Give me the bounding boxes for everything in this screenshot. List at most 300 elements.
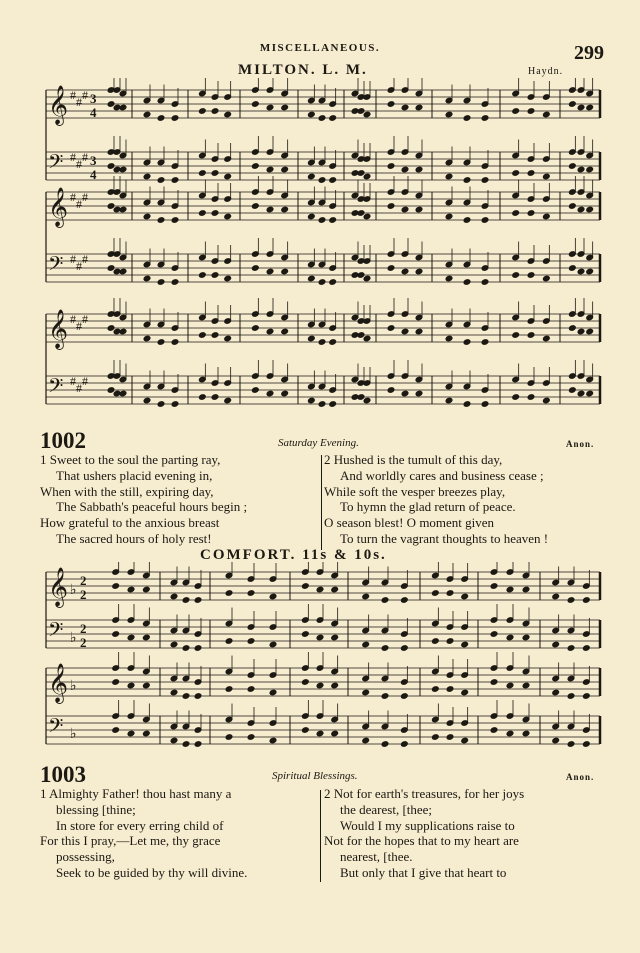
note-head (512, 170, 520, 177)
hymn-line: To turn the vagrant thoughts to heaven ! (340, 530, 549, 546)
note-head (308, 213, 316, 220)
note-head (583, 693, 591, 700)
note-head (143, 111, 151, 118)
sharp-sign: # (70, 252, 76, 266)
note-head (401, 390, 409, 397)
note-head (194, 693, 202, 700)
note-head (569, 387, 577, 394)
note-head (281, 166, 289, 173)
note-head (143, 213, 151, 220)
note-head (331, 730, 339, 737)
note-head (543, 335, 551, 342)
note-head (481, 217, 489, 224)
note-head (381, 693, 389, 700)
note-head (481, 115, 489, 122)
note-head (329, 115, 337, 122)
hymn-line: 1 Almighty Father! thou hast many a (40, 786, 232, 801)
sharp-sign: # (70, 88, 76, 102)
note-head (446, 686, 454, 693)
time-signature: 2 (80, 621, 87, 636)
note-head (463, 217, 471, 224)
note-head (182, 645, 190, 652)
hymn-line: Seek to be guided by thy will divine. (56, 864, 248, 880)
note-head (577, 166, 585, 173)
note-head (577, 390, 585, 397)
hymn-line: Would I my supplications raise to (340, 817, 515, 833)
bass-clef: 𝄢 (48, 374, 64, 402)
note-head (107, 203, 115, 210)
note-head (401, 206, 409, 213)
note-head (199, 332, 207, 339)
sharp-sign: # (82, 88, 88, 102)
note-head (481, 401, 489, 408)
note-head (357, 108, 365, 115)
note-head (445, 275, 453, 282)
note-head (281, 328, 289, 335)
note-head (512, 272, 520, 279)
sharp-sign: # (82, 252, 88, 266)
note-head (569, 325, 577, 332)
note-head (308, 397, 316, 404)
note-head (432, 734, 440, 741)
note-head (143, 730, 151, 737)
hymn-subtitle-1003: Spiritual Blessings. (272, 770, 358, 782)
tune-title-milton: MILTON. L. M. (238, 62, 368, 78)
note-head (119, 390, 127, 397)
note-head (527, 210, 535, 217)
note-head (269, 737, 277, 744)
hymn-1002-stanza-2 (324, 452, 614, 547)
note-head (512, 332, 520, 339)
note-head (281, 268, 289, 275)
sharp-sign: # (76, 259, 82, 273)
note-head (269, 593, 277, 600)
note-head (252, 265, 260, 272)
note-head (363, 213, 371, 220)
note-head (266, 268, 274, 275)
note-head (318, 401, 326, 408)
note-head (281, 104, 289, 111)
flat-sign: ♭ (70, 631, 77, 646)
staff (46, 700, 600, 747)
note-head (107, 325, 115, 332)
hymn-line: When with the still, expiring day, (40, 483, 214, 499)
hymn-line: the dearest, [thee; (340, 801, 433, 817)
hymn-line: possessing, (56, 849, 115, 865)
tune-composer-milton: Haydn. (528, 66, 564, 77)
note-head (461, 641, 469, 648)
hymn-subtitle-1002: Saturday Evening. (278, 437, 359, 449)
note-head (357, 332, 365, 339)
bass-clef: 𝄢 (48, 714, 64, 742)
note-head (157, 339, 165, 346)
staff (46, 136, 600, 183)
note-head (463, 177, 471, 184)
note-head (401, 741, 409, 748)
note-head (170, 641, 178, 648)
note-head (316, 730, 324, 737)
note-head (567, 693, 575, 700)
note-head (143, 586, 151, 593)
note-head (119, 268, 127, 275)
note-head (577, 206, 585, 213)
note-head (119, 104, 127, 111)
sharp-sign: # (70, 374, 76, 388)
note-head (199, 272, 207, 279)
treble-clef: 𝄞 (48, 187, 69, 227)
hymn-line: O season blest! O moment given (324, 515, 495, 531)
note-head (583, 645, 591, 652)
note-head (266, 390, 274, 397)
note-head (583, 597, 591, 604)
note-head (512, 210, 520, 217)
hymn-line: Not for the hopes that to my heart are (324, 833, 519, 849)
note-head (302, 727, 310, 734)
note-head (107, 163, 115, 170)
note-head (302, 631, 310, 638)
note-head (302, 583, 310, 590)
bass-clef: 𝄢 (48, 618, 64, 646)
hymn-1003-stanza-2 (324, 786, 614, 881)
staff (46, 238, 600, 285)
note-head (211, 272, 219, 279)
sharp-sign: # (76, 95, 82, 109)
note-head (357, 394, 365, 401)
note-head (112, 583, 120, 590)
note-head (316, 682, 324, 689)
page-number: 299 (574, 42, 604, 64)
note-head (157, 279, 165, 286)
sharp-sign: # (76, 381, 82, 395)
note-head (446, 734, 454, 741)
note-head (112, 679, 120, 686)
bass-clef: 𝄢 (48, 150, 64, 178)
running-title: MISCELLANEOUS. (259, 42, 381, 54)
note-head (252, 101, 260, 108)
note-head (387, 387, 395, 394)
note-head (586, 104, 594, 111)
note-head (157, 401, 165, 408)
note-head (225, 686, 233, 693)
note-head (387, 325, 395, 332)
note-head (569, 101, 577, 108)
note-head (387, 101, 395, 108)
hymn-line: 2 Hushed is the tumult of this day, (324, 452, 503, 467)
note-head (247, 734, 255, 741)
note-head (269, 689, 277, 696)
note-head (316, 634, 324, 641)
note-head (522, 586, 530, 593)
note-head (331, 586, 339, 593)
note-head (211, 108, 219, 115)
staff (46, 78, 600, 126)
note-head (401, 597, 409, 604)
sharp-sign: # (82, 374, 88, 388)
note-head (445, 335, 453, 342)
note-head (318, 177, 326, 184)
sharp-sign: # (82, 190, 88, 204)
music-score-comfort (0, 562, 640, 762)
note-head (182, 741, 190, 748)
note-head (224, 335, 232, 342)
note-head (329, 217, 337, 224)
note-head (143, 397, 151, 404)
note-head (463, 279, 471, 286)
note-head (171, 217, 179, 224)
flat-sign: ♭ (70, 727, 77, 742)
note-head (577, 328, 585, 335)
note-head (387, 265, 395, 272)
hymn-author-1003: Anon. (566, 772, 595, 782)
note-head (143, 335, 151, 342)
hymn-line: That ushers placid evening in, (56, 467, 213, 483)
note-head (415, 268, 423, 275)
tune-title-comfort: COMFORT. 11s & 10s. (200, 547, 387, 563)
note-head (362, 641, 370, 648)
hymn-line: And worldly cares and business cease ; (340, 467, 544, 483)
note-head (318, 217, 326, 224)
note-head (171, 339, 179, 346)
note-head (329, 279, 337, 286)
time-signature: 2 (80, 573, 87, 588)
note-head (512, 108, 520, 115)
treble-clef: 𝄞 (48, 567, 69, 607)
note-head (543, 173, 551, 180)
note-head (362, 593, 370, 600)
note-head (157, 115, 165, 122)
note-head (381, 645, 389, 652)
note-head (586, 206, 594, 213)
note-head (247, 638, 255, 645)
note-head (543, 397, 551, 404)
note-head (199, 108, 207, 115)
hymn-number-1002: 1002 (40, 428, 86, 453)
note-head (252, 203, 260, 210)
note-head (362, 737, 370, 744)
note-head (318, 279, 326, 286)
note-head (522, 730, 530, 737)
note-head (329, 401, 337, 408)
note-head (363, 335, 371, 342)
note-head (211, 210, 219, 217)
note-head (552, 641, 560, 648)
note-head (362, 689, 370, 696)
note-head (281, 206, 289, 213)
hymn-line: For this I pray,—Let me, thy grace (40, 833, 221, 849)
treble-clef: 𝄞 (48, 663, 69, 703)
note-head (387, 163, 395, 170)
note-head (171, 401, 179, 408)
note-head (143, 634, 151, 641)
note-head (543, 213, 551, 220)
note-head (586, 328, 594, 335)
note-head (224, 275, 232, 282)
note-head (527, 394, 535, 401)
note-head (432, 590, 440, 597)
note-head (522, 682, 530, 689)
note-head (182, 597, 190, 604)
time-signature: 4 (90, 105, 97, 120)
note-head (586, 268, 594, 275)
time-signature: 2 (80, 635, 87, 650)
sharp-sign: # (70, 312, 76, 326)
note-head (381, 741, 389, 748)
note-head (199, 170, 207, 177)
note-head (171, 115, 179, 122)
hymn-line: But only that I give that heart to (340, 864, 507, 880)
note-head (357, 272, 365, 279)
note-head (127, 634, 135, 641)
staff (46, 562, 600, 608)
hymn-line: To hymn the glad return of peace. (340, 499, 516, 515)
note-head (182, 693, 190, 700)
note-head (490, 583, 498, 590)
note-head (445, 111, 453, 118)
note-head (225, 734, 233, 741)
note-head (527, 332, 535, 339)
note-head (401, 268, 409, 275)
note-head (463, 401, 471, 408)
note-head (490, 727, 498, 734)
note-head (127, 730, 135, 737)
note-head (119, 328, 127, 335)
note-head (527, 108, 535, 115)
note-head (481, 339, 489, 346)
note-head (569, 265, 577, 272)
hymn-line: How grateful to the anxious breast (40, 515, 220, 531)
note-head (432, 686, 440, 693)
hymn-number-1003: 1003 (40, 762, 86, 787)
note-head (363, 275, 371, 282)
note-head (107, 387, 115, 394)
note-head (119, 166, 127, 173)
note-head (387, 203, 395, 210)
note-head (569, 203, 577, 210)
note-head (199, 394, 207, 401)
note-head (401, 328, 409, 335)
note-head (415, 104, 423, 111)
sharp-sign: # (76, 157, 82, 171)
note-head (252, 163, 260, 170)
note-head (329, 339, 337, 346)
note-head (577, 104, 585, 111)
note-head (463, 115, 471, 122)
note-head (224, 173, 232, 180)
time-signature: 2 (80, 587, 87, 602)
column-divider (320, 790, 321, 882)
note-head (308, 111, 316, 118)
note-head (224, 111, 232, 118)
staff (46, 176, 600, 228)
note-head (224, 397, 232, 404)
note-head (506, 682, 514, 689)
note-head (363, 111, 371, 118)
note-head (463, 339, 471, 346)
note-head (381, 597, 389, 604)
note-head (415, 328, 423, 335)
note-head (308, 173, 316, 180)
hymn-line: While soft the vesper breezes play, (324, 483, 506, 499)
note-head (252, 387, 260, 394)
note-head (318, 339, 326, 346)
note-head (543, 275, 551, 282)
note-head (446, 638, 454, 645)
note-head (357, 210, 365, 217)
note-head (445, 213, 453, 220)
note-head (577, 268, 585, 275)
note-head (247, 590, 255, 597)
hymn-line: In store for every erring child of (56, 817, 224, 833)
note-head (527, 170, 535, 177)
note-head (567, 645, 575, 652)
note-head (527, 272, 535, 279)
note-head (281, 390, 289, 397)
note-head (481, 177, 489, 184)
note-head (211, 394, 219, 401)
note-head (329, 177, 337, 184)
time-signature: 3 (90, 153, 97, 168)
note-head (269, 641, 277, 648)
note-head (170, 737, 178, 744)
note-head (461, 689, 469, 696)
note-head (401, 645, 409, 652)
note-head (331, 682, 339, 689)
treble-clef: 𝄞 (48, 85, 69, 125)
note-head (266, 166, 274, 173)
note-head (586, 166, 594, 173)
hymn-line: blessing [thine; (56, 801, 136, 817)
note-head (552, 737, 560, 744)
note-head (308, 335, 316, 342)
hymn-1003-stanza-1 (40, 786, 318, 881)
staff (46, 604, 600, 651)
note-head (316, 586, 324, 593)
note-head (552, 689, 560, 696)
note-head (170, 689, 178, 696)
time-signature: 3 (90, 91, 97, 106)
note-head (490, 631, 498, 638)
note-head (461, 737, 469, 744)
sharp-sign: # (82, 312, 88, 326)
note-head (157, 177, 165, 184)
note-head (308, 275, 316, 282)
note-head (252, 325, 260, 332)
flat-sign: ♭ (70, 583, 77, 598)
note-head (363, 173, 371, 180)
note-head (211, 332, 219, 339)
note-head (157, 217, 165, 224)
note-head (445, 397, 453, 404)
note-head (506, 730, 514, 737)
note-head (194, 645, 202, 652)
note-head (225, 638, 233, 645)
note-head (318, 115, 326, 122)
note-head (119, 206, 127, 213)
column-divider (321, 455, 322, 550)
note-head (415, 166, 423, 173)
flat-sign: ♭ (70, 679, 77, 694)
staff (46, 652, 600, 704)
note-head (401, 104, 409, 111)
note-head (225, 590, 233, 597)
hymn-line: 2 Not for earth's treasures, for her joys (324, 786, 525, 801)
sharp-sign: # (70, 190, 76, 204)
sharp-sign: # (82, 150, 88, 164)
hymn-line: nearest, [thee. (340, 849, 413, 865)
staff (46, 360, 600, 407)
note-head (211, 170, 219, 177)
music-score-milton (0, 78, 640, 428)
